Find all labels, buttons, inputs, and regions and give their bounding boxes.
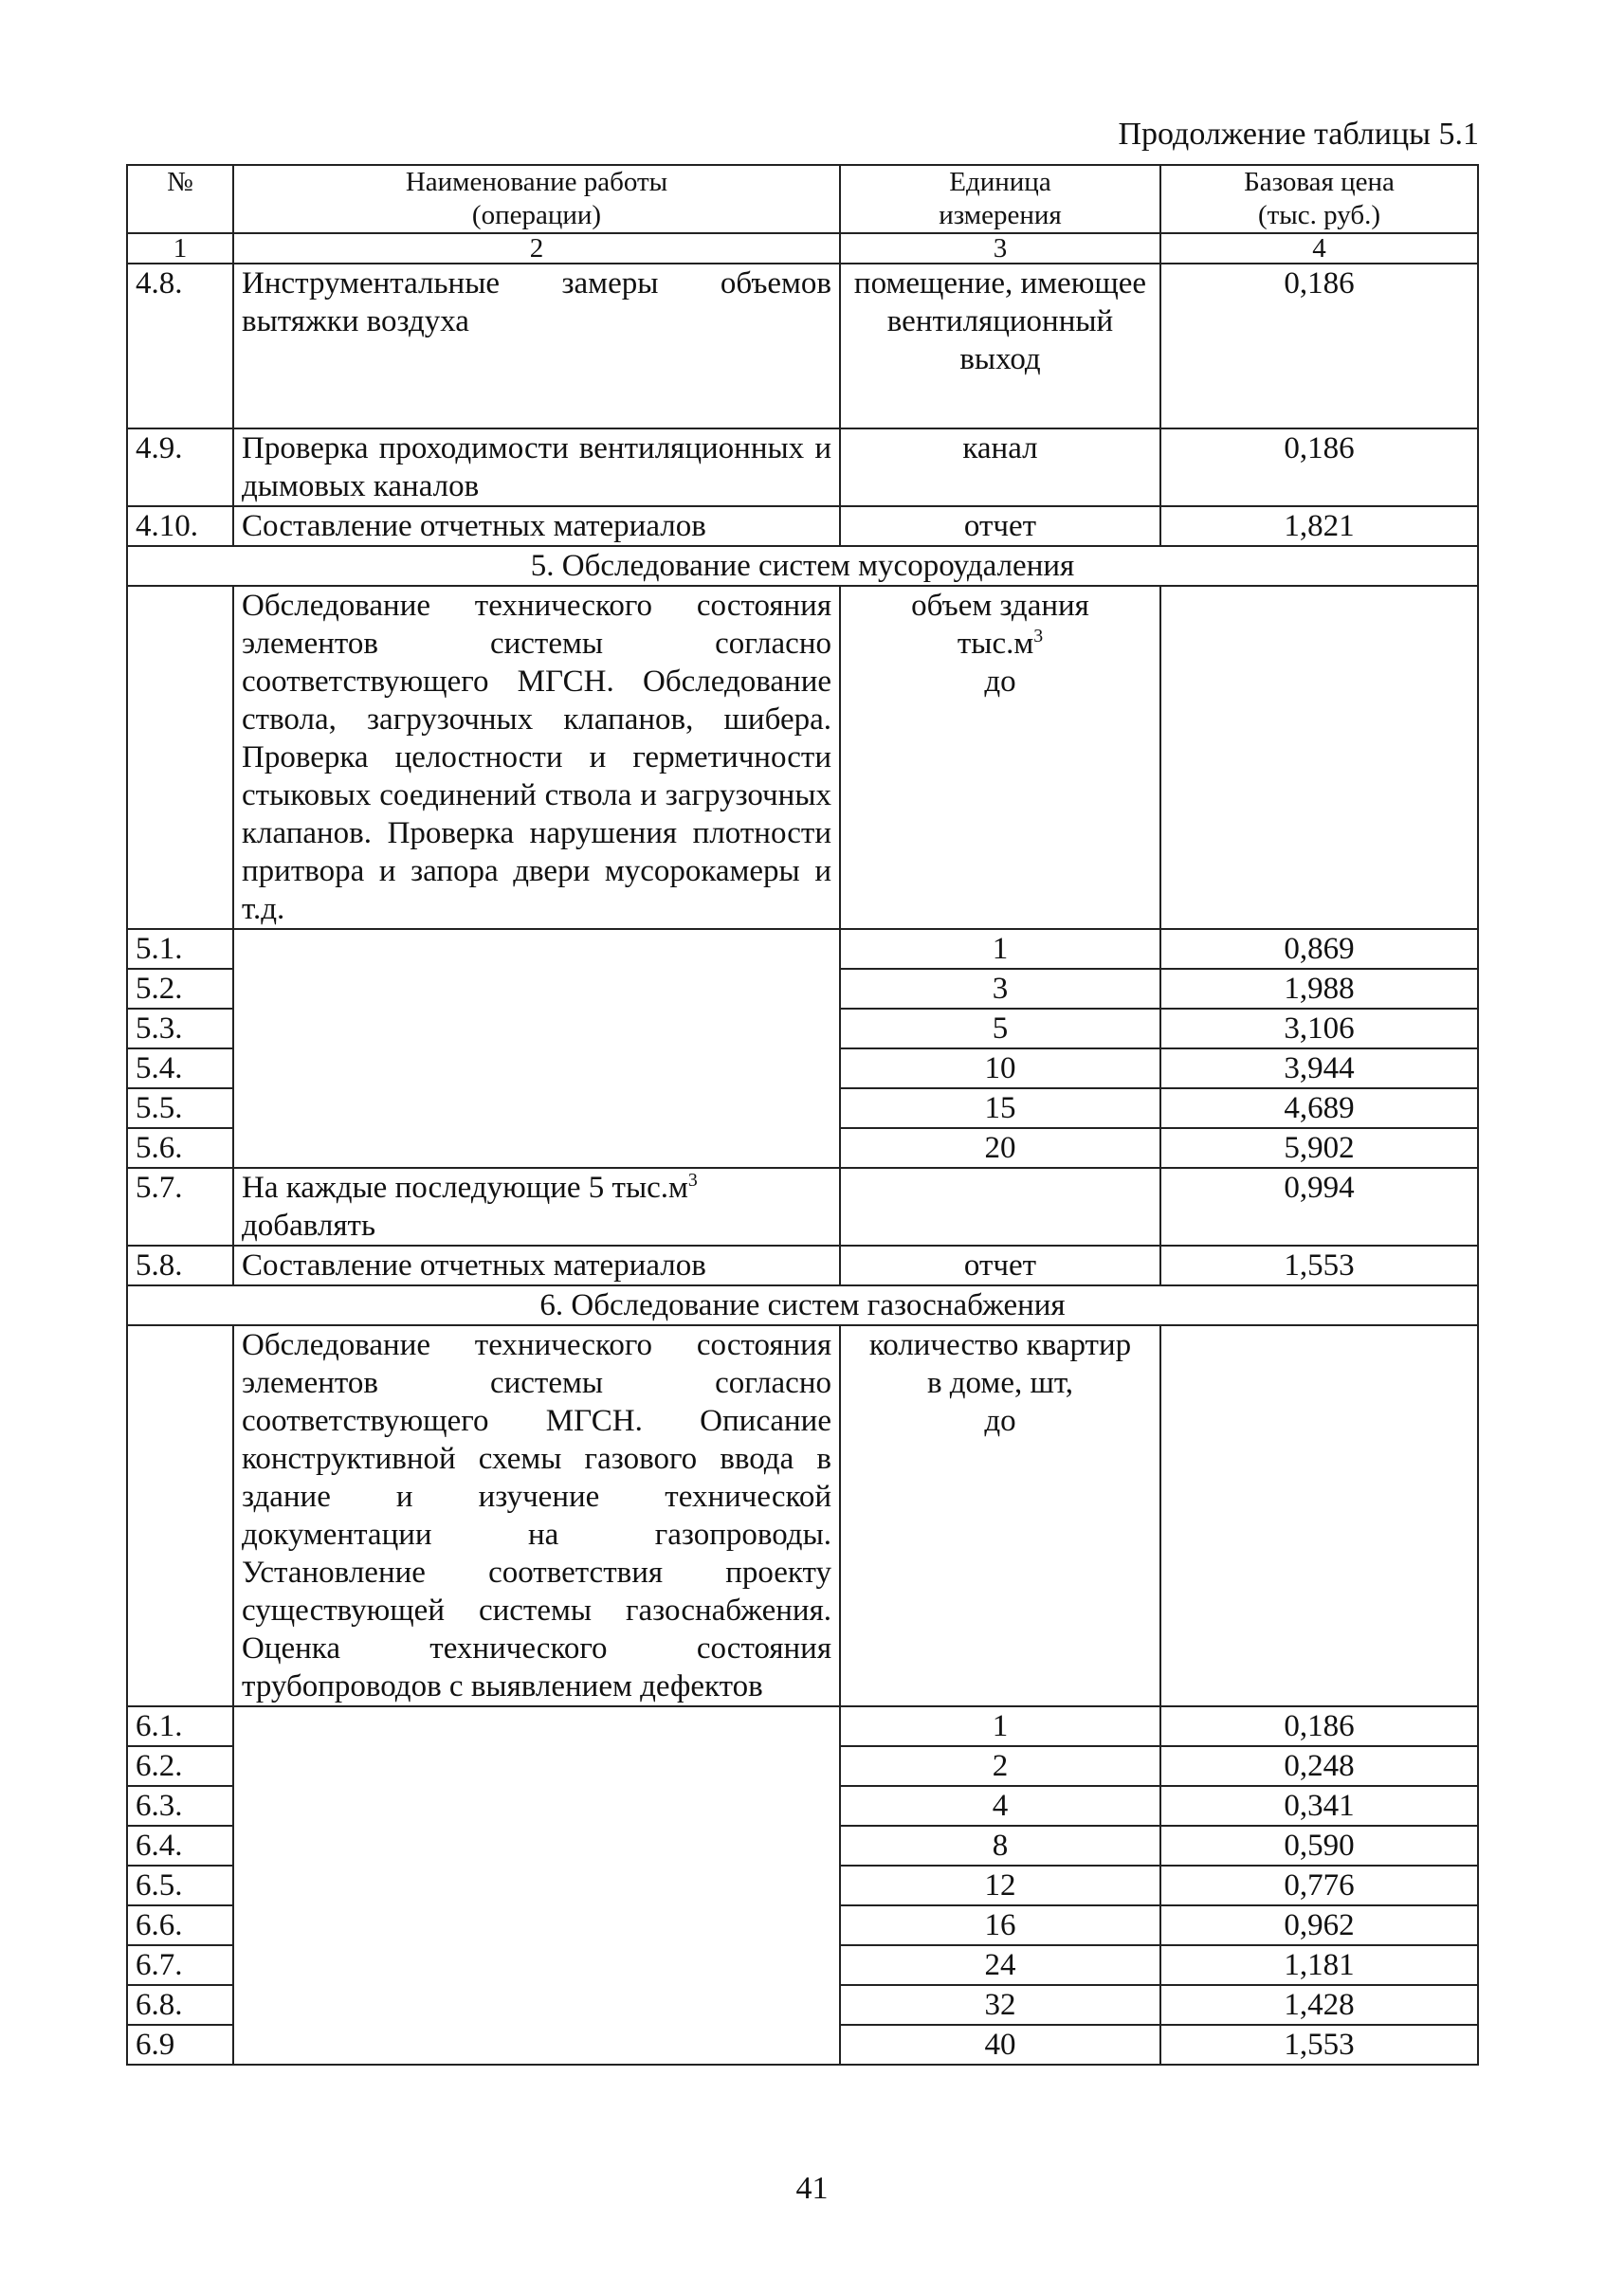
row-number: 4.8. xyxy=(127,264,233,428)
work-name: Составление отчетных материалов xyxy=(233,506,840,546)
price: 1,553 xyxy=(1160,2025,1478,2065)
section-heading-row xyxy=(127,1285,1478,1325)
row-number: 5.1. xyxy=(127,929,233,969)
row-number: 6.8. xyxy=(127,1985,233,2025)
row-number: 5.8. xyxy=(127,1246,233,1285)
table-row xyxy=(127,929,1478,969)
table-row xyxy=(127,264,1478,428)
price: 3,106 xyxy=(1160,1009,1478,1048)
column-number: 4 xyxy=(1160,233,1478,264)
work-name xyxy=(233,929,840,1168)
section-title: 6. Обследование систем газоснабжения xyxy=(127,1285,1478,1325)
row-number xyxy=(127,586,233,929)
column-number-row xyxy=(127,233,1478,264)
price: 4,689 xyxy=(1160,1088,1478,1128)
row-number: 6.9 xyxy=(127,2025,233,2065)
table-row xyxy=(127,1168,1478,1246)
unit: 1 xyxy=(840,929,1160,969)
table-row xyxy=(127,1246,1478,1285)
work-name: Инструментальные замеры объемов вытяжки воздуха xyxy=(233,264,840,428)
header-number: № xyxy=(127,165,233,233)
table-row xyxy=(127,506,1478,546)
row-number: 4.9. xyxy=(127,428,233,506)
row-number: 4.10. xyxy=(127,506,233,546)
row-number: 5.3. xyxy=(127,1009,233,1048)
price: 0,869 xyxy=(1160,929,1478,969)
work-description: Обследование технического состояния элементов системы согласно соответствующего МГСН. Обследование ствола, загрузочных клапанов, шибера. Проверка целостности и герметичности стыковых соединений ствола и загрузочных клапанов. Проверка нарушения плотности притвора и запора двери мусорокамеры и т.д. xyxy=(233,586,840,929)
price-table xyxy=(126,164,1479,2066)
unit: 40 xyxy=(840,2025,1160,2065)
row-number xyxy=(127,1325,233,1706)
unit: 24 xyxy=(840,1945,1160,1985)
price: 0,776 xyxy=(1160,1866,1478,1905)
unit-header: объем здания $тыс.м^3$ до xyxy=(840,586,1160,929)
row-number: 5.5. xyxy=(127,1088,233,1128)
work-name: Составление отчетных материалов xyxy=(233,1246,840,1285)
unit: отчет xyxy=(840,1246,1160,1285)
header-work-name: Наименование работы (операции) xyxy=(233,165,840,233)
column-number: 1 xyxy=(127,233,233,264)
price: 3,944 xyxy=(1160,1048,1478,1088)
price: 1,553 xyxy=(1160,1246,1478,1285)
unit: 2 xyxy=(840,1746,1160,1786)
price: 0,186 xyxy=(1160,1706,1478,1746)
unit: 10 xyxy=(840,1048,1160,1088)
unit: 12 xyxy=(840,1866,1160,1905)
table-row xyxy=(127,1706,1478,1746)
row-number: 6.5. xyxy=(127,1866,233,1905)
unit: 32 xyxy=(840,1985,1160,2025)
price: 0,994 xyxy=(1160,1168,1478,1246)
row-number: 6.6. xyxy=(127,1905,233,1945)
price: 0,186 xyxy=(1160,264,1478,428)
unit: 20 xyxy=(840,1128,1160,1168)
work-name: Проверка проходимости вентиляционных и дымовых каналов xyxy=(233,428,840,506)
price: 1,428 xyxy=(1160,1985,1478,2025)
row-number: 6.1. xyxy=(127,1706,233,1746)
unit: 3 xyxy=(840,969,1160,1009)
row-number: 5.2. xyxy=(127,969,233,1009)
unit: 1 xyxy=(840,1706,1160,1746)
unit: помещение, имеющее вентиляционный выход xyxy=(840,264,1160,428)
unit xyxy=(840,1168,1160,1246)
work-name xyxy=(233,1706,840,2065)
row-number: 5.4. xyxy=(127,1048,233,1088)
table-row xyxy=(127,428,1478,506)
unit-header: количество квартир в доме, шт, до xyxy=(840,1325,1160,1706)
price: 1,988 xyxy=(1160,969,1478,1009)
price: 1,821 xyxy=(1160,506,1478,546)
row-number: 6.2. xyxy=(127,1746,233,1786)
table-caption: Продолжение таблицы 5.1 xyxy=(1118,117,1479,152)
section-description-row xyxy=(127,1325,1478,1706)
row-number: 5.7. xyxy=(127,1168,233,1246)
unit: 5 xyxy=(840,1009,1160,1048)
row-number: 6.7. xyxy=(127,1945,233,1985)
section-description-row xyxy=(127,586,1478,929)
unit: отчет xyxy=(840,506,1160,546)
row-number: 6.3. xyxy=(127,1786,233,1826)
work-name: На каждые последующие 5 $тыс.м^3$ добавлять xyxy=(233,1168,840,1246)
table-header-row xyxy=(127,165,1478,233)
column-number: 2 xyxy=(233,233,840,264)
price: 0,962 xyxy=(1160,1905,1478,1945)
row-number: 6.4. xyxy=(127,1826,233,1866)
price: 0,341 xyxy=(1160,1786,1478,1826)
column-number: 3 xyxy=(840,233,1160,264)
work-description: Обследование технического состояния элементов системы согласно соответствующего МГСН. Описание конструктивной схемы газового ввода в здание и изучение технической документации на газопроводы. Установление соответствия проекту существующей системы газоснабжения. Оценка технического состояния трубопроводов с выявлением дефектов xyxy=(233,1325,840,1706)
price: 0,590 xyxy=(1160,1826,1478,1866)
header-unit: Единица измерения xyxy=(840,165,1160,233)
price xyxy=(1160,586,1478,929)
page-number: 41 xyxy=(795,2171,829,2206)
section-title: 5. Обследование систем мусороудаления xyxy=(127,546,1478,586)
price: 5,902 xyxy=(1160,1128,1478,1168)
price: 1,181 xyxy=(1160,1945,1478,1985)
price: 0,186 xyxy=(1160,428,1478,506)
header-base-price: Базовая цена (тыс. руб.) xyxy=(1160,165,1478,233)
row-number: 5.6. xyxy=(127,1128,233,1168)
unit: канал xyxy=(840,428,1160,506)
unit: 15 xyxy=(840,1088,1160,1128)
unit: 4 xyxy=(840,1786,1160,1826)
price: 0,248 xyxy=(1160,1746,1478,1786)
unit: 8 xyxy=(840,1826,1160,1866)
price xyxy=(1160,1325,1478,1706)
unit: 16 xyxy=(840,1905,1160,1945)
section-heading-row xyxy=(127,546,1478,586)
